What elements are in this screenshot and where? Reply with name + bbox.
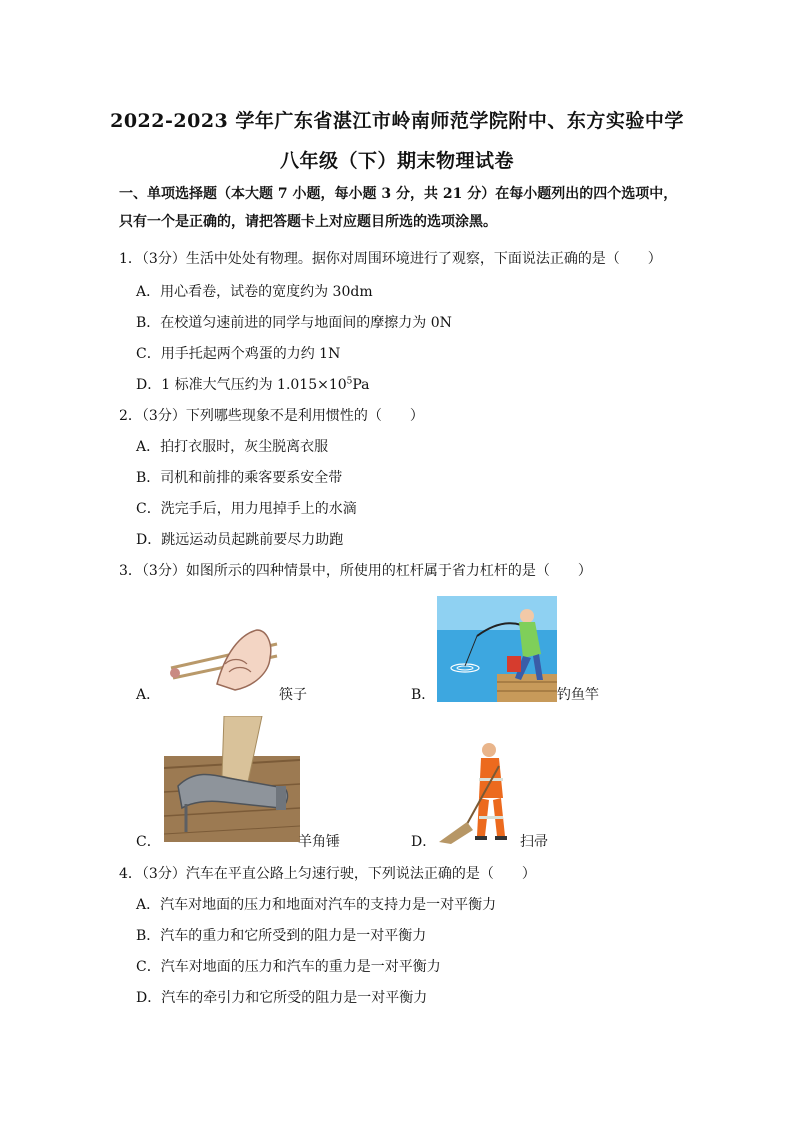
- question-1-option-c: C．用手托起两个鸡蛋的力约 1N: [136, 346, 341, 362]
- exponent: 5: [346, 376, 353, 387]
- question-3-option-c-caption: 羊角锤: [298, 834, 340, 850]
- question-1-stem: 1．（3分）生活中处处有物理。据你对周围环境进行了观察，下面说法正确的是（ ）: [119, 251, 662, 267]
- unit: Pa: [352, 377, 370, 393]
- option-d-text: D．1 标准大气压约为 1.015×10: [136, 377, 347, 393]
- question-4-option-d: D．汽车的牵引力和它所受的阻力是一对平衡力: [136, 990, 428, 1006]
- question-3-option-a-letter: A．: [136, 687, 161, 703]
- question-3-option-b-caption: 钓鱼竿: [557, 687, 599, 703]
- question-2-option-b: B．司机和前排的乘客要系安全带: [136, 470, 343, 486]
- fishing-rod-image: [437, 596, 557, 702]
- question-4-option-a: A．汽车对地面的压力和地面对汽车的支持力是一对平衡力: [136, 897, 497, 913]
- question-3-stem: 3．（3分）如图所示的四种情景中，所使用的杠杆属于省力杠杆的是（ ）: [119, 563, 592, 579]
- question-3-option-d-letter: D．: [411, 834, 437, 850]
- section-heading: 一、单项选择题（本大题 7 小题，每小题 3 分，共 21 分）在每小题列出的四个选项中，只有一个是正确的，请把答题卡上对应题目所选的选项涂黑。: [119, 186, 678, 230]
- question-3-option-a-caption: 筷子: [279, 687, 307, 703]
- question-2-option-d: D．跳远运动员起跳前要尽力助跑: [136, 532, 344, 548]
- question-3-option-c-letter: C．: [136, 834, 161, 850]
- question-3-option-d-caption: 扫帚: [520, 834, 548, 850]
- question-2-option-c: C．洗完手后，用力甩掉手上的水滴: [136, 501, 357, 517]
- question-2-stem: 2．（3分）下列哪些现象不是利用惯性的（ ）: [119, 408, 424, 424]
- question-1-option-d: [136, 374, 370, 394]
- question-1-option-a: A．用心看卷，试卷的宽度约为 30dm: [136, 284, 373, 300]
- question-1-option-b: B．在校道匀速前进的同学与地面间的摩擦力为 0N: [136, 315, 452, 331]
- question-2-option-a: A．拍打衣服时，灰尘脱离衣服: [136, 439, 329, 455]
- question-3-option-b-letter: B．: [411, 687, 436, 703]
- question-4-option-c: C．汽车对地面的压力和汽车的重力是一对平衡力: [136, 959, 441, 975]
- question-4-stem: 4．（3分）汽车在平直公路上匀速行驶，下列说法正确的是（ ）: [119, 866, 536, 882]
- broom-sweeper-image: [437, 738, 521, 844]
- claw-hammer-image: [164, 716, 300, 842]
- exam-title-line1: 2022-2023 学年广东省湛江市岭南师范学院附中、东方实验中学: [110, 110, 684, 132]
- chopsticks-image: [165, 624, 280, 694]
- question-4-option-b: B．汽车的重力和它所受到的阻力是一对平衡力: [136, 928, 427, 944]
- exam-title-line2: 八年级（下）期末物理试卷: [279, 150, 514, 172]
